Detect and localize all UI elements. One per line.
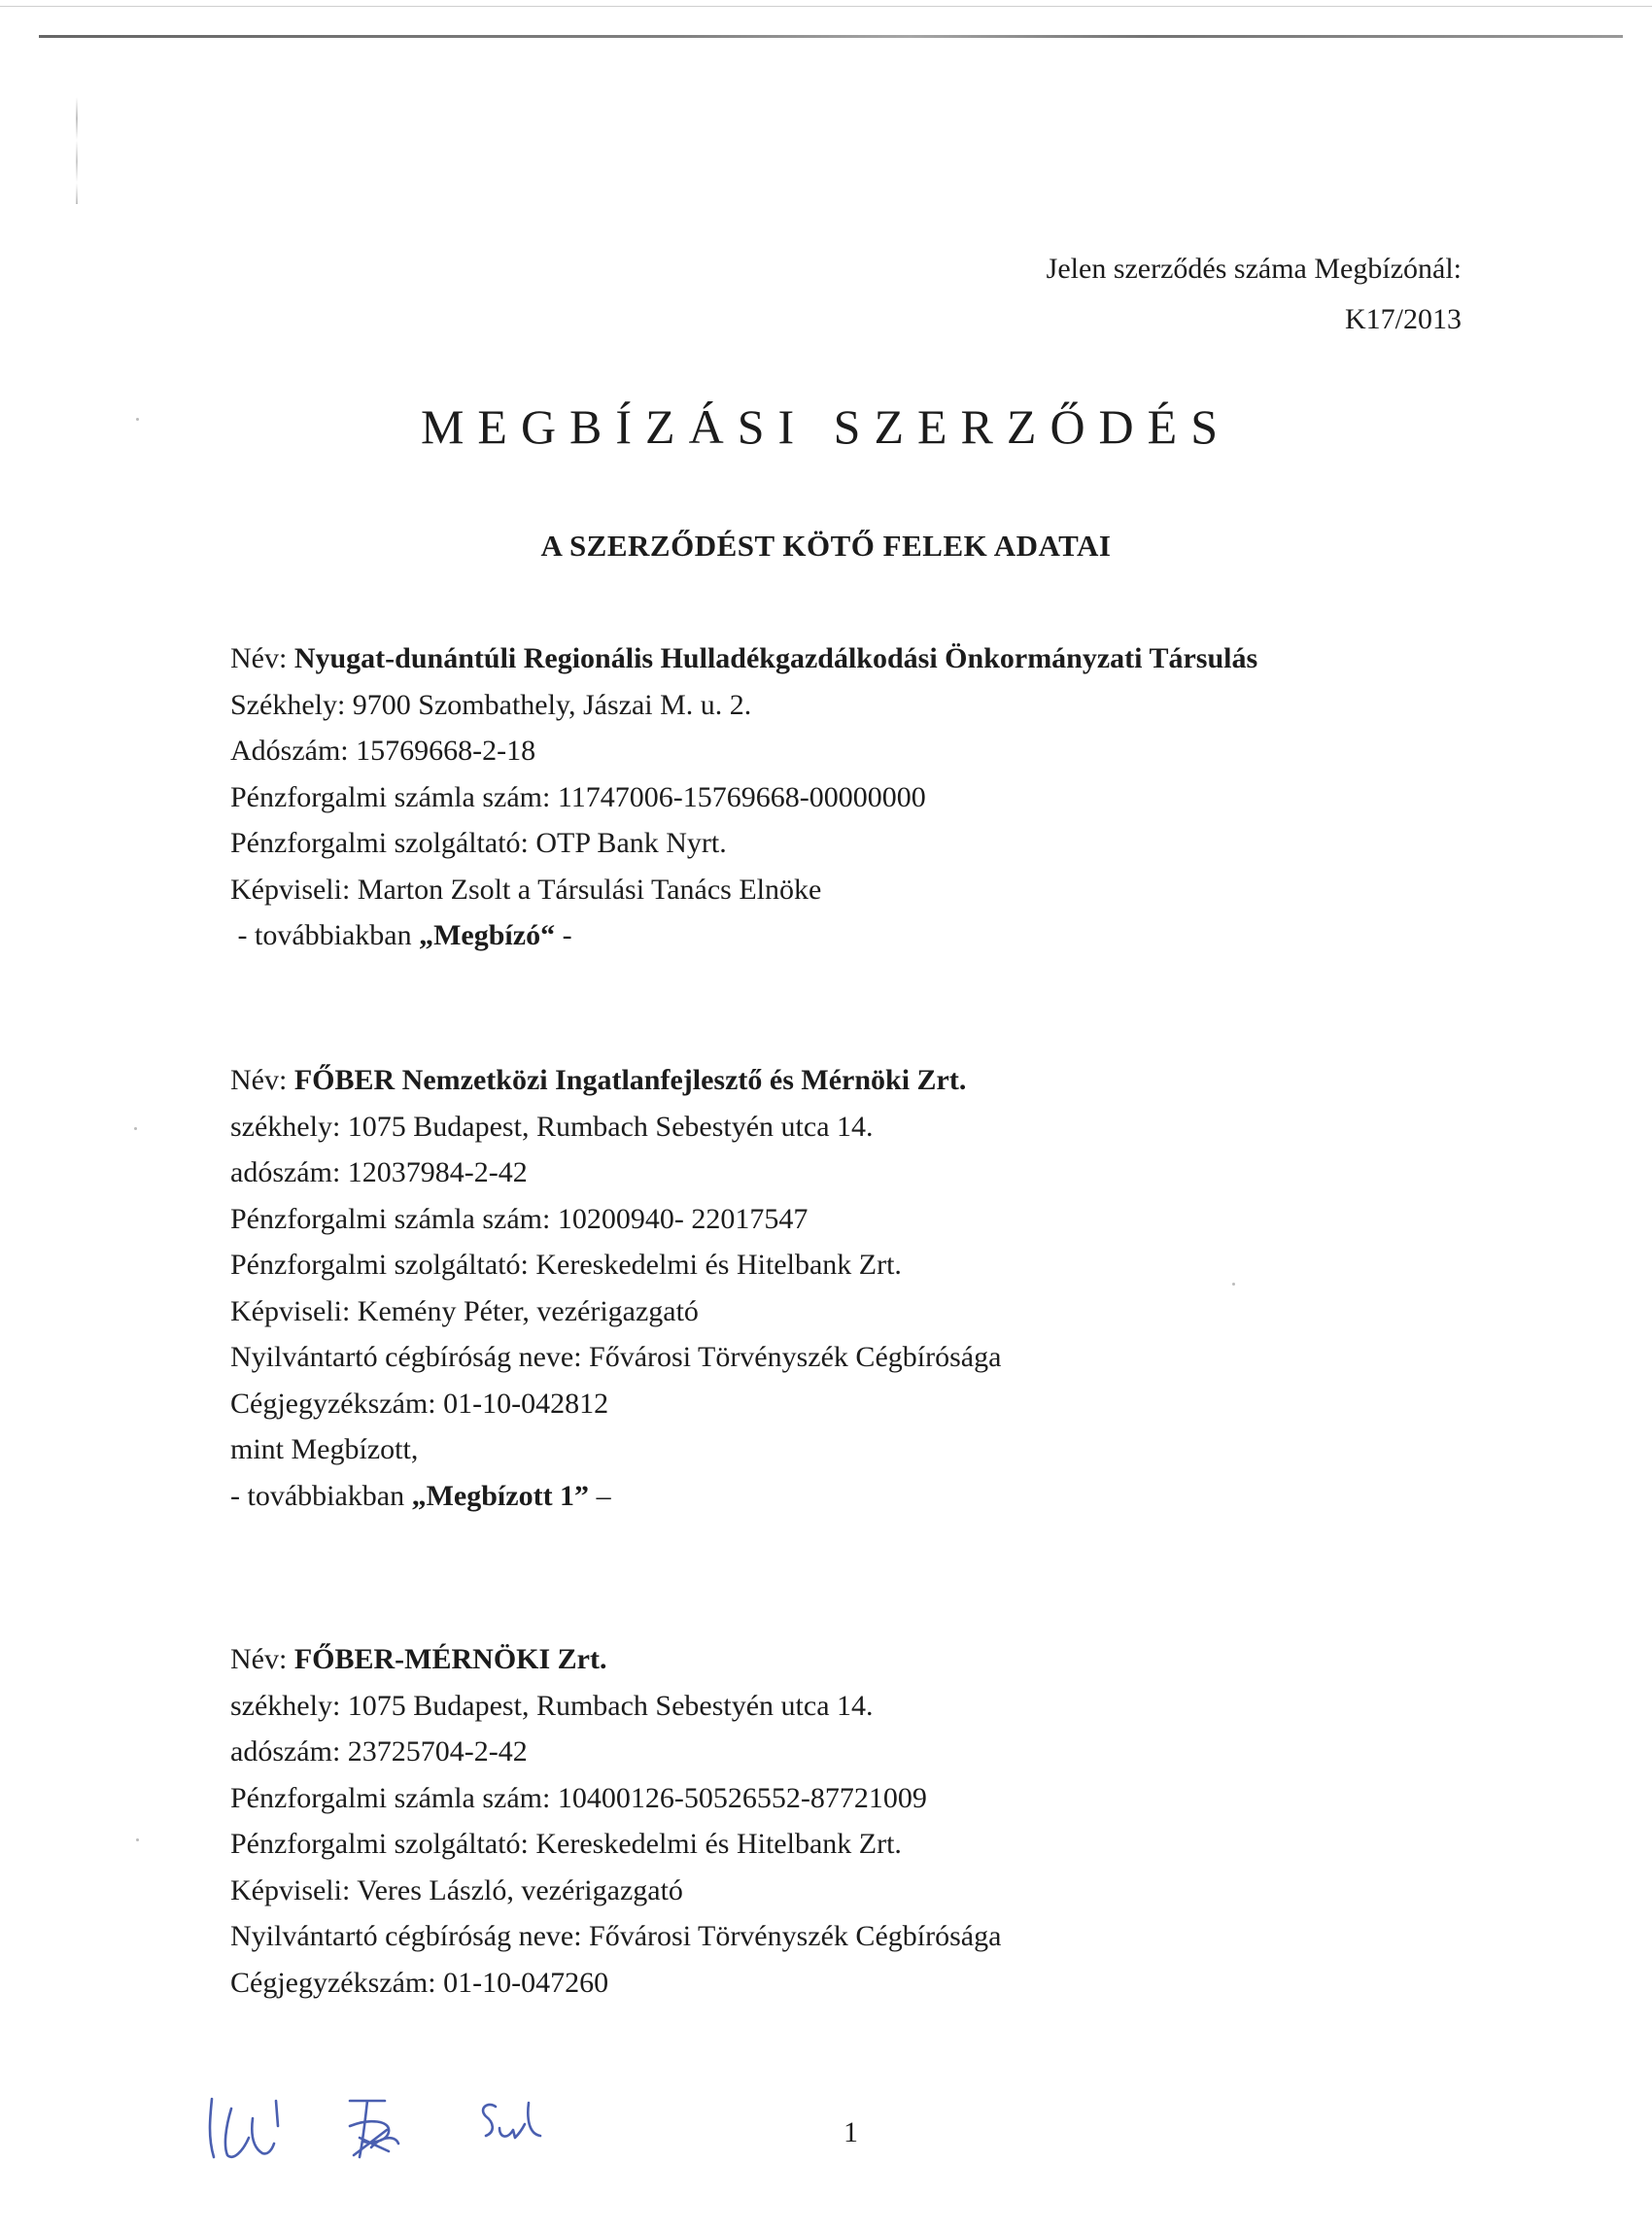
party-3-name-line (230, 1636, 1494, 1683)
party-1-role: „Megbízó“ (419, 919, 556, 951)
party-2-block (230, 1057, 1494, 1519)
party-3-court: Nyilvántartó cégbíróság neve: Fővárosi Törvényszék Cégbírósága (230, 1920, 1002, 1952)
scan-speck (134, 1127, 137, 1130)
party-2-seat: székhely: 1075 Budapest, Rumbach Sebestyén utca 14. (230, 1110, 874, 1143)
scan-top-rule (39, 35, 1623, 38)
party-1-role-line (230, 912, 1494, 959)
party-1-name: Nyugat-dunántúli Regionális Hulladékgazdálkodási Önkormányzati Társulás (293, 642, 1258, 674)
party-2-name-line (230, 1057, 1494, 1104)
party-1-bank: Pénzforgalmi szolgáltató: OTP Bank Nyrt. (230, 827, 727, 859)
party-3-representative: Képviseli: Veres László, vezérigazgató (230, 1873, 683, 1906)
party-2-name: FŐBER Nemzetközi Ingatlanfejlesztő és Mérnöki Zrt. (293, 1064, 967, 1096)
party-1-role-prefix: - továbbiakban (230, 919, 420, 951)
party-1-seat: Székhely: 9700 Szombathely, Jászai M. u. 2. (230, 688, 752, 721)
party-3-name: FŐBER-MÉRNÖKI Zrt. (293, 1643, 607, 1675)
scan-speck (136, 1838, 139, 1841)
party-1-name-line (230, 635, 1494, 682)
party-2-account-number: Pénzforgalmi számla szám: 10200940- 22017547 (230, 1202, 809, 1235)
party-3-seat: székhely: 1075 Budapest, Rumbach Sebestyén utca 14. (230, 1689, 874, 1722)
party-2-bank: Pénzforgalmi szolgáltató: Kereskedelmi és Hitelbank Zrt. (230, 1249, 902, 1281)
contract-ref-number: K17/2013 (1345, 303, 1462, 335)
party-3-tax-number: adószám: 23725704-2-42 (230, 1735, 528, 1768)
party-2-court: Nyilvántartó cégbíróság neve: Fővárosi Törvényszék Cégbírósága (230, 1341, 1002, 1373)
party-1-role-suffix: - (555, 919, 572, 951)
party-2-as: mint Megbízott, (230, 1433, 419, 1465)
party-1-representative: Képviseli: Marton Zsolt a Társulási Tanács Elnöke (230, 873, 822, 906)
party-2-name-label: Név: (230, 1064, 288, 1096)
party-1-block (230, 635, 1494, 959)
party-2-role-line (230, 1473, 1494, 1520)
scan-edge-line (0, 6, 1652, 7)
party-3-block (230, 1636, 1494, 2006)
section-title: A SZERZŐDÉST KÖTŐ FELEK ADATAI (540, 529, 1112, 563)
page-number: 1 (843, 2116, 858, 2148)
document-title: MEGBÍZÁSI SZERZŐDÉS (420, 399, 1232, 454)
initial-2 (350, 2101, 398, 2157)
party-2-registry-number: Cégjegyzékszám: 01-10-042812 (230, 1387, 609, 1420)
party-2-role-suffix: – (589, 1479, 611, 1512)
party-3-registry-number: Cégjegyzékszám: 01-10-047260 (230, 1966, 609, 1999)
party-1-tax-number: Adószám: 15769668-2-18 (230, 735, 536, 767)
scan-speck (136, 418, 139, 421)
handwritten-initials (204, 2079, 612, 2167)
party-2-tax-number: adószám: 12037984-2-42 (230, 1156, 528, 1188)
party-2-representative: Képviseli: Kemény Péter, vezérigazgató (230, 1294, 699, 1327)
party-3-account-number: Pénzforgalmi számla szám: 10400126-50526552-87721009 (230, 1781, 927, 1814)
party-2-role-prefix: - továbbiakban (230, 1479, 412, 1512)
party-3-name-label: Név: (230, 1643, 288, 1675)
party-2-role: „Megbízott 1” (411, 1479, 590, 1512)
initial-1 (210, 2099, 278, 2157)
contract-ref-label: Jelen szerződés száma Megbízónál: (1046, 253, 1462, 285)
party-3-bank: Pénzforgalmi szolgáltató: Kereskedelmi és Hitelbank Zrt. (230, 1828, 902, 1860)
scan-speck (1232, 1283, 1235, 1286)
party-1-name-label: Név: (230, 642, 288, 674)
party-1-account-number: Pénzforgalmi számla szám: 11747006-15769668-00000000 (230, 780, 926, 813)
initial-3 (483, 2103, 540, 2138)
scan-margin-mark (76, 97, 78, 204)
